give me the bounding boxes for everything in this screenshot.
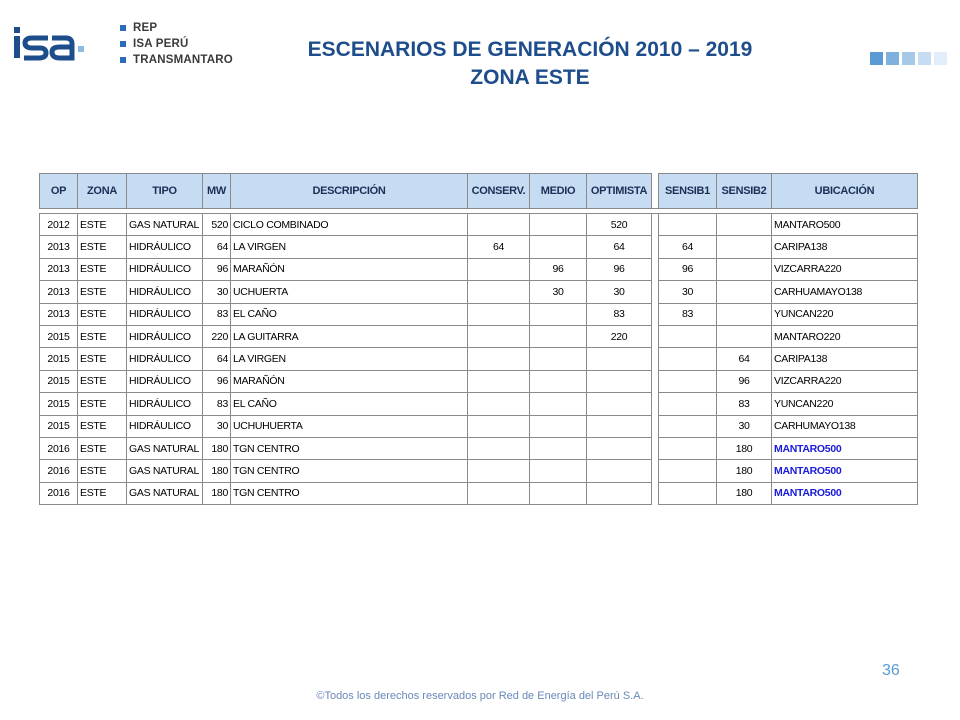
cell-conserv xyxy=(468,370,530,392)
cell-tipo: HIDRÁULICO xyxy=(127,258,203,280)
cell-mw: 180 xyxy=(203,437,231,459)
cell-mw: 30 xyxy=(203,281,231,303)
cell-sensib1: 64 xyxy=(659,236,717,258)
cell-optimista xyxy=(587,460,652,482)
col-header-medio: MEDIO xyxy=(530,174,587,209)
cell-sensib1 xyxy=(659,370,717,392)
cell-sensib2: 30 xyxy=(717,415,772,437)
cell-mw: 180 xyxy=(203,482,231,504)
cell-op: 2015 xyxy=(40,348,78,370)
cell-zona: ESTE xyxy=(78,258,127,280)
cell-mw: 180 xyxy=(203,460,231,482)
square-icon xyxy=(934,52,947,65)
cell-op: 2015 xyxy=(40,370,78,392)
cell-medio xyxy=(530,460,587,482)
brand-item xyxy=(120,20,233,36)
cell-ubicacion: CARIPA138 xyxy=(772,236,918,258)
cell-ubicacion: VIZCARRA220 xyxy=(772,258,918,280)
column-gap xyxy=(652,393,659,415)
cell-conserv xyxy=(468,281,530,303)
cell-medio xyxy=(530,325,587,347)
cell-zona: ESTE xyxy=(78,460,127,482)
brand-label: REP xyxy=(133,22,158,34)
cell-optimista xyxy=(587,393,652,415)
cell-tipo: GAS NATURAL xyxy=(127,214,203,236)
cell-desc: CICLO COMBINADO xyxy=(231,214,468,236)
col-header-optimista: OPTIMISTA xyxy=(587,174,652,209)
cell-sensib1 xyxy=(659,460,717,482)
cell-zona: ESTE xyxy=(78,348,127,370)
cell-desc: MARAÑÓN xyxy=(231,370,468,392)
cell-sensib1 xyxy=(659,325,717,347)
column-gap xyxy=(652,281,659,303)
column-gap xyxy=(652,214,659,236)
cell-medio xyxy=(530,348,587,370)
cell-medio: 30 xyxy=(530,281,587,303)
cell-sensib2 xyxy=(717,214,772,236)
table-body xyxy=(40,214,918,505)
cell-optimista xyxy=(587,348,652,370)
cell-op: 2016 xyxy=(40,437,78,459)
cell-desc: TGN CENTRO xyxy=(231,437,468,459)
table-row xyxy=(40,236,918,258)
table-row xyxy=(40,325,918,347)
cell-desc: LA GUITARRA xyxy=(231,325,468,347)
col-header-ubicacion: UBICACIÓN xyxy=(772,174,918,209)
col-header-mw: MW xyxy=(203,174,231,209)
column-gap xyxy=(652,370,659,392)
column-gap xyxy=(652,415,659,437)
col-header-sensib2: SENSIB2 xyxy=(717,174,772,209)
brand-item xyxy=(120,52,233,68)
decorative-squares xyxy=(870,52,950,65)
cell-zona: ESTE xyxy=(78,303,127,325)
brand-label: ISA PERÚ xyxy=(133,38,189,50)
cell-sensib2 xyxy=(717,258,772,280)
square-icon xyxy=(902,52,915,65)
cell-sensib2: 96 xyxy=(717,370,772,392)
table-row xyxy=(40,437,918,459)
cell-tipo: HIDRÁULICO xyxy=(127,370,203,392)
cell-op: 2016 xyxy=(40,482,78,504)
title-line-2: ZONA ESTE xyxy=(470,66,590,89)
cell-conserv xyxy=(468,258,530,280)
cell-medio: 96 xyxy=(530,258,587,280)
table-header-row xyxy=(40,174,918,209)
cell-sensib2 xyxy=(717,303,772,325)
isa-wordmark-logo xyxy=(12,20,104,70)
cell-sensib2 xyxy=(717,236,772,258)
column-gap xyxy=(652,348,659,370)
cell-conserv xyxy=(468,437,530,459)
table-row xyxy=(40,460,918,482)
table-row xyxy=(40,482,918,504)
table-row xyxy=(40,281,918,303)
cell-mw: 83 xyxy=(203,303,231,325)
cell-tipo: HIDRÁULICO xyxy=(127,325,203,347)
cell-ubicacion: CARHUAMAYO138 xyxy=(772,281,918,303)
cell-sensib2: 83 xyxy=(717,393,772,415)
cell-sensib2 xyxy=(717,281,772,303)
table-row xyxy=(40,415,918,437)
cell-tipo: HIDRÁULICO xyxy=(127,303,203,325)
column-gap xyxy=(652,437,659,459)
copyright-footer: ©Todos los derechos reservados por Red de Energía del Perú S.A. xyxy=(316,690,644,702)
cell-ubicacion: MANTARO500 xyxy=(772,437,918,459)
cell-medio xyxy=(530,393,587,415)
cell-ubicacion: CARIPA138 xyxy=(772,348,918,370)
cell-tipo: HIDRÁULICO xyxy=(127,236,203,258)
cell-zona: ESTE xyxy=(78,370,127,392)
cell-sensib1 xyxy=(659,393,717,415)
cell-optimista: 30 xyxy=(587,281,652,303)
cell-sensib2: 64 xyxy=(717,348,772,370)
cell-mw: 220 xyxy=(203,325,231,347)
cell-sensib1 xyxy=(659,437,717,459)
cell-desc: UCHUHUERTA xyxy=(231,415,468,437)
bullet-square-icon xyxy=(120,25,126,31)
cell-zona: ESTE xyxy=(78,415,127,437)
cell-conserv xyxy=(468,460,530,482)
cell-ubicacion: VIZCARRA220 xyxy=(772,370,918,392)
cell-sensib1 xyxy=(659,214,717,236)
cell-ubicacion: YUNCAN220 xyxy=(772,393,918,415)
cell-medio xyxy=(530,303,587,325)
table-row xyxy=(40,348,918,370)
cell-tipo: GAS NATURAL xyxy=(127,482,203,504)
cell-desc: MARAÑÓN xyxy=(231,258,468,280)
cell-ubicacion: YUNCAN220 xyxy=(772,303,918,325)
cell-optimista: 220 xyxy=(587,325,652,347)
cell-zona: ESTE xyxy=(78,437,127,459)
table-row xyxy=(40,303,918,325)
cell-medio xyxy=(530,370,587,392)
square-icon xyxy=(886,52,899,65)
cell-optimista xyxy=(587,370,652,392)
cell-op: 2015 xyxy=(40,393,78,415)
cell-optimista: 96 xyxy=(587,258,652,280)
column-gap xyxy=(652,236,659,258)
cell-desc: LA VIRGEN xyxy=(231,236,468,258)
table-row xyxy=(40,258,918,280)
cell-ubicacion: CARHUMAYO138 xyxy=(772,415,918,437)
cell-medio xyxy=(530,236,587,258)
col-header-sensib1: SENSIB1 xyxy=(659,174,717,209)
cell-sensib2: 180 xyxy=(717,460,772,482)
cell-optimista: 64 xyxy=(587,236,652,258)
table-row xyxy=(40,393,918,415)
cell-conserv xyxy=(468,325,530,347)
cell-tipo: HIDRÁULICO xyxy=(127,348,203,370)
generation-scenarios-table xyxy=(39,173,918,505)
square-icon xyxy=(918,52,931,65)
cell-desc: EL CAÑO xyxy=(231,393,468,415)
cell-zona: ESTE xyxy=(78,281,127,303)
cell-desc: TGN CENTRO xyxy=(231,460,468,482)
cell-sensib1: 83 xyxy=(659,303,717,325)
cell-zona: ESTE xyxy=(78,325,127,347)
cell-mw: 520 xyxy=(203,214,231,236)
table-row xyxy=(40,214,918,236)
cell-optimista xyxy=(587,482,652,504)
cell-medio xyxy=(530,415,587,437)
cell-op: 2016 xyxy=(40,460,78,482)
cell-desc: UCHUERTA xyxy=(231,281,468,303)
title-line-1: ESCENARIOS DE GENERACIÓN 2010 – 2019 xyxy=(307,38,753,61)
cell-sensib2: 180 xyxy=(717,482,772,504)
cell-conserv xyxy=(468,415,530,437)
cell-conserv xyxy=(468,348,530,370)
brand-item xyxy=(120,36,233,52)
cell-zona: ESTE xyxy=(78,482,127,504)
cell-tipo: HIDRÁULICO xyxy=(127,281,203,303)
brand-label: TRANSMANTARO xyxy=(133,54,233,66)
cell-sensib1 xyxy=(659,482,717,504)
cell-medio xyxy=(530,214,587,236)
col-header-conserv: CONSERV. xyxy=(468,174,530,209)
cell-op: 2012 xyxy=(40,214,78,236)
brand-list xyxy=(120,20,233,68)
cell-zona: ESTE xyxy=(78,236,127,258)
cell-desc: TGN CENTRO xyxy=(231,482,468,504)
cell-tipo: GAS NATURAL xyxy=(127,460,203,482)
cell-op: 2013 xyxy=(40,303,78,325)
cell-op: 2015 xyxy=(40,415,78,437)
col-header-op: OP xyxy=(40,174,78,209)
square-icon xyxy=(870,52,883,65)
cell-optimista: 520 xyxy=(587,214,652,236)
cell-conserv xyxy=(468,482,530,504)
cell-zona: ESTE xyxy=(78,214,127,236)
cell-mw: 30 xyxy=(203,415,231,437)
cell-conserv: 64 xyxy=(468,236,530,258)
cell-op: 2013 xyxy=(40,281,78,303)
cell-op: 2013 xyxy=(40,236,78,258)
bullet-square-icon xyxy=(120,57,126,63)
cell-ubicacion: MANTARO220 xyxy=(772,325,918,347)
cell-tipo: GAS NATURAL xyxy=(127,437,203,459)
cell-ubicacion: MANTARO500 xyxy=(772,214,918,236)
cell-optimista xyxy=(587,437,652,459)
cell-sensib2: 180 xyxy=(717,437,772,459)
column-gap xyxy=(652,482,659,504)
cell-sensib1: 96 xyxy=(659,258,717,280)
table-row xyxy=(40,370,918,392)
cell-mw: 83 xyxy=(203,393,231,415)
column-gap xyxy=(652,174,659,209)
column-gap xyxy=(652,258,659,280)
cell-sensib1: 30 xyxy=(659,281,717,303)
cell-mw: 96 xyxy=(203,258,231,280)
cell-mw: 64 xyxy=(203,348,231,370)
cell-conserv xyxy=(468,303,530,325)
column-gap xyxy=(652,325,659,347)
bullet-square-icon xyxy=(120,41,126,47)
cell-medio xyxy=(530,482,587,504)
cell-conserv xyxy=(468,214,530,236)
cell-optimista: 83 xyxy=(587,303,652,325)
slide-title xyxy=(250,36,810,92)
cell-tipo: HIDRÁULICO xyxy=(127,415,203,437)
cell-sensib2 xyxy=(717,325,772,347)
cell-tipo: HIDRÁULICO xyxy=(127,393,203,415)
col-header-descripcion: DESCRIPCIÓN xyxy=(231,174,468,209)
cell-conserv xyxy=(468,393,530,415)
cell-sensib1 xyxy=(659,348,717,370)
cell-optimista xyxy=(587,415,652,437)
column-gap xyxy=(652,303,659,325)
page-number: 36 xyxy=(882,662,900,679)
cell-ubicacion: MANTARO500 xyxy=(772,482,918,504)
cell-desc: LA VIRGEN xyxy=(231,348,468,370)
cell-zona: ESTE xyxy=(78,393,127,415)
col-header-tipo: TIPO xyxy=(127,174,203,209)
cell-mw: 64 xyxy=(203,236,231,258)
cell-medio xyxy=(530,437,587,459)
cell-ubicacion: MANTARO500 xyxy=(772,460,918,482)
cell-op: 2015 xyxy=(40,325,78,347)
column-gap xyxy=(652,460,659,482)
cell-sensib1 xyxy=(659,415,717,437)
cell-desc: EL CAÑO xyxy=(231,303,468,325)
col-header-zona: ZONA xyxy=(78,174,127,209)
cell-op: 2013 xyxy=(40,258,78,280)
cell-mw: 96 xyxy=(203,370,231,392)
